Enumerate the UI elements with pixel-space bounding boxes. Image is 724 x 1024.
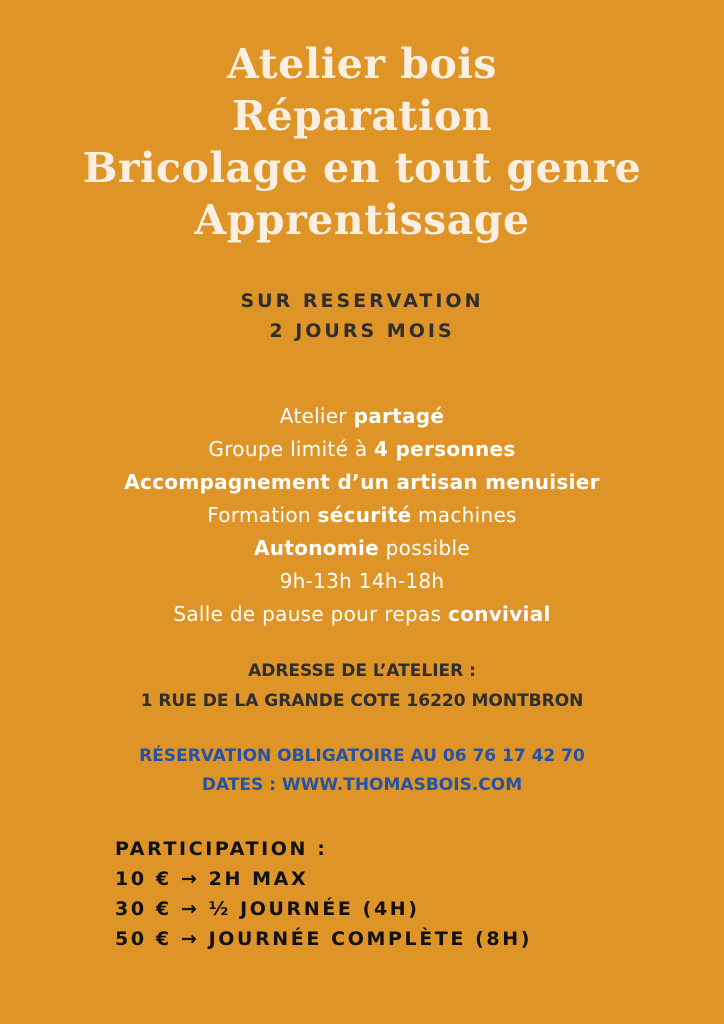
feature-emphasis: sécurité	[317, 503, 412, 527]
feature-item	[0, 598, 724, 631]
feature-text: Atelier	[279, 404, 354, 428]
feature-text: possible	[379, 536, 470, 560]
reservation-block	[0, 742, 724, 800]
feature-item	[0, 565, 724, 598]
reservation-phone: RÉSERVATION OBLIGATOIRE AU 06 76 17 42 70	[139, 746, 585, 766]
pricing-heading: PARTICIPATION :	[115, 838, 328, 860]
address-label: ADRESSE DE L’ATELIER :	[248, 661, 476, 681]
feature-emphasis: partagé	[353, 404, 445, 428]
pricing-block	[115, 834, 695, 954]
feature-item	[0, 499, 724, 532]
title-block	[0, 38, 724, 246]
title-line: Réparation	[231, 92, 493, 140]
title-line: Atelier bois	[227, 40, 497, 88]
feature-item	[0, 433, 724, 466]
feature-emphasis: 4 personnes	[374, 437, 516, 461]
title-line: Apprentissage	[194, 196, 530, 244]
feature-item	[0, 400, 724, 433]
feature-emphasis: Accompagnement d’un artisan menuisier	[124, 470, 600, 494]
feature-text: machines	[411, 503, 517, 527]
feature-text: 9h-13h 14h-18h	[279, 569, 445, 593]
feature-text: Salle de pause pour repas	[173, 602, 448, 626]
features-list	[0, 400, 724, 631]
feature-item	[0, 466, 724, 499]
feature-emphasis: convivial	[447, 602, 551, 626]
feature-item	[0, 532, 724, 565]
title-line: Bricolage en tout genre	[82, 144, 642, 192]
price-item: 10 € → 2H MAX	[115, 868, 309, 890]
booking-info	[0, 286, 724, 346]
reservation-website: DATES : WWW.THOMASBOIS.COM	[201, 775, 523, 795]
address-value: 1 RUE DE LA GRANDE COTE 16220 MONTBRON	[140, 691, 584, 711]
feature-emphasis: Autonomie	[254, 536, 379, 560]
feature-text: Groupe limité à	[208, 437, 375, 461]
booking-line: 2 JOURS MOIS	[269, 320, 455, 342]
booking-line: SUR RESERVATION	[240, 290, 484, 312]
address-block	[0, 656, 724, 716]
price-item: 50 € → JOURNÉE COMPLÈTE (8H)	[115, 928, 533, 950]
price-item: 30 € → ½ JOURNÉE (4H)	[115, 898, 420, 920]
feature-text: Formation	[207, 503, 318, 527]
